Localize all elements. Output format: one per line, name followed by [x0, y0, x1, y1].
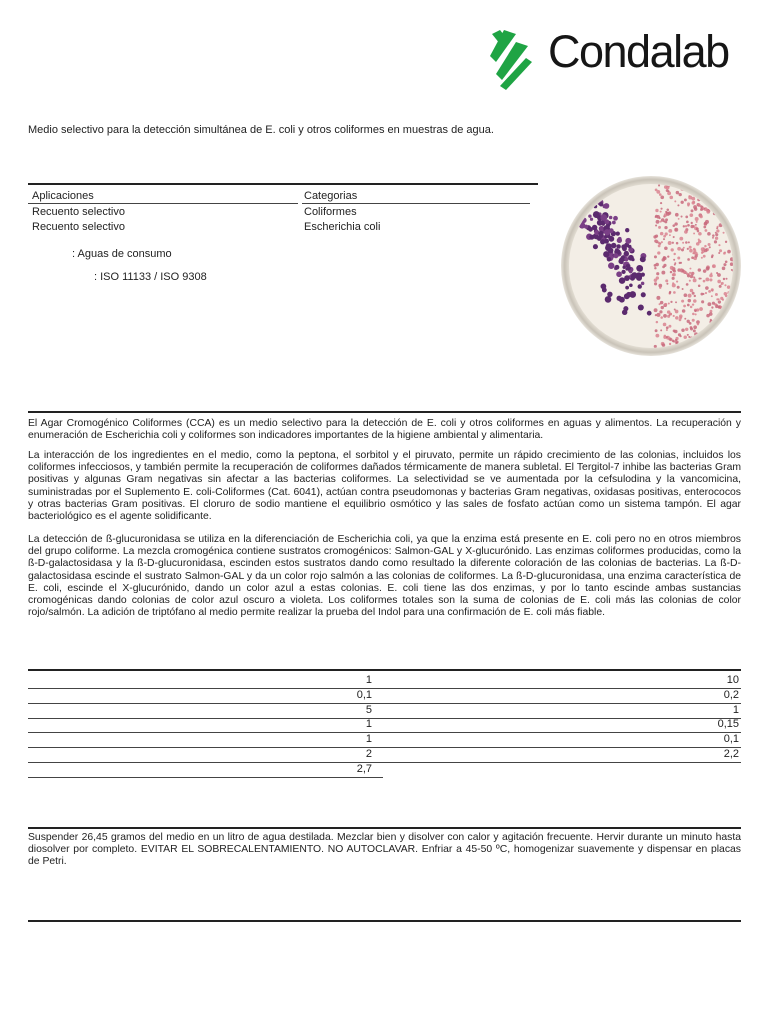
- description-paragraph: La interacción de los ingredientes en el medio, como la peptona, el sorbitol y el piruvato, permite un rápido crecimiento de las colonias, incluidos los coliformes infecciosos, y también permite la recuperación de coliformes dañados térmicamente de manera subletal. El Tergitol-7 inhibe las bacterias Gram positivas y algunas Gram negativas sin afectar a las bacterias coliformes. La selectividad se ve aumentada por la cefsulodina y la vancomicina, suministradas por el Suplemento E. coli-Coliformes (Cat. 6041), actúan contra pseudomonas y bacterias Gram negativas, oxidasas positivas, enterococos y otras bacterias Gram positivas. El cloruro de sodio mantiene el equilibrio osmótico y las sales de fosfato actúan como un sistema tampón. El agar bacteriológico es el agente solidificante.: [28, 450, 741, 523]
- preparation-text: Suspender 26,45 gramos del medio en un litro de agua destilada. Mezclar bien y disolver con calor y agitación frecuente. Hervir durante un minuto hasta diosolver por completo. EVITAR EL SOBRECALENTAMIENTO. NO AUTOCLAVAR. Enfriar a 45-50 ºC, homogenizar suavemente y dispensar en placas de Petri.: [28, 832, 741, 868]
- description-paragraph: El Agar Cromogénico Coliformes (CCA) es un medio selectivo para la detección de E. coli y otros coliformes en aguas y alimentos. La recuperación y enumeración de Escherichia coli y coliformes son indicadores importantes de la higiene ambiental y alimentaria.: [28, 418, 741, 442]
- divider: [28, 183, 538, 185]
- petri-dish-image: [560, 175, 742, 357]
- divider: [28, 827, 741, 829]
- formula-value-right: 0,1: [723, 733, 739, 746]
- formula-value-left: 1: [365, 674, 372, 686]
- page-subtitle: Medio selectivo para la detección simultánea de E. coli y otros coliformes en muestras de agua.: [28, 124, 494, 136]
- divider: [28, 669, 741, 671]
- formula-value-left: 2,7: [356, 762, 372, 775]
- row-divider: [28, 762, 741, 763]
- formula-value-left: 0,1: [356, 688, 372, 701]
- description-paragraph: La detección de ß-glucuronidasa se utiliza en la diferenciación de Escherichia coli, ya que la enzima está presente en E. coli pero no en otros miembros del grupo coliforme. La mezcla cromogénica contiene sustratos cromogénicos: Salmon-GAL y X-glucurónido. Las enzimas coliformes producidas, como la ß-D-galactosidasa y la ß-D-glucuronidasa, escinden estos sustratos dando como resultado la diferente coloración de las colonias de bacterias. La ß-D-galactosidasa escinde el sustrato Salmon-GAL y da un color rojo salmón a las colonias de coliformes. La ß-D-glucuronidasa, una enzima característica de E. coli, escinde el X-glucurónido, dando un color azul a estas colonias. E. coli tiene las dos enzimas, y por lo tanto escinde ambas sustancias cromogénicas dando colonias de color azul oscuro a violeta. Los coliformes totales son la suma de colonias de E. coli más las colonias de color rojo/salmón. La adición de triptófano al medio permite realizar la prueba del Indol para una confirmación de E. coli más fiable.: [28, 534, 741, 619]
- divider: [28, 920, 741, 922]
- table-cell: Escherichia coli: [304, 221, 381, 233]
- formula-value-right: 0,15: [717, 718, 739, 731]
- row-divider: [28, 777, 383, 778]
- header-categories: Categorias: [304, 190, 358, 202]
- condalab-mark-icon: [488, 28, 548, 92]
- formula-value-right: 0,2: [723, 688, 739, 701]
- formula-value-right: 1: [732, 703, 739, 716]
- header-applications: Aplicaciones: [32, 190, 94, 202]
- formula-value-left: 2: [365, 748, 372, 760]
- divider: [28, 203, 298, 204]
- brand-name: Condalab: [548, 26, 729, 77]
- formula-value-left: 1: [365, 718, 372, 731]
- formula-value-left: 5: [365, 703, 372, 716]
- table-cell: Coliformes: [304, 206, 357, 218]
- sample-type: : Aguas de consumo: [72, 248, 172, 260]
- divider: [28, 411, 741, 413]
- formula-value-left: 1: [365, 733, 372, 746]
- table-cell: Recuento selectivo: [32, 221, 125, 233]
- formula-value-right: 10: [726, 674, 739, 686]
- divider: [302, 203, 530, 204]
- table-cell: Recuento selectivo: [32, 206, 125, 218]
- brand-logo: [488, 28, 740, 92]
- standard-reference: : ISO 11133 / ISO 9308: [94, 271, 207, 283]
- formula-value-right: 2,2: [723, 748, 739, 760]
